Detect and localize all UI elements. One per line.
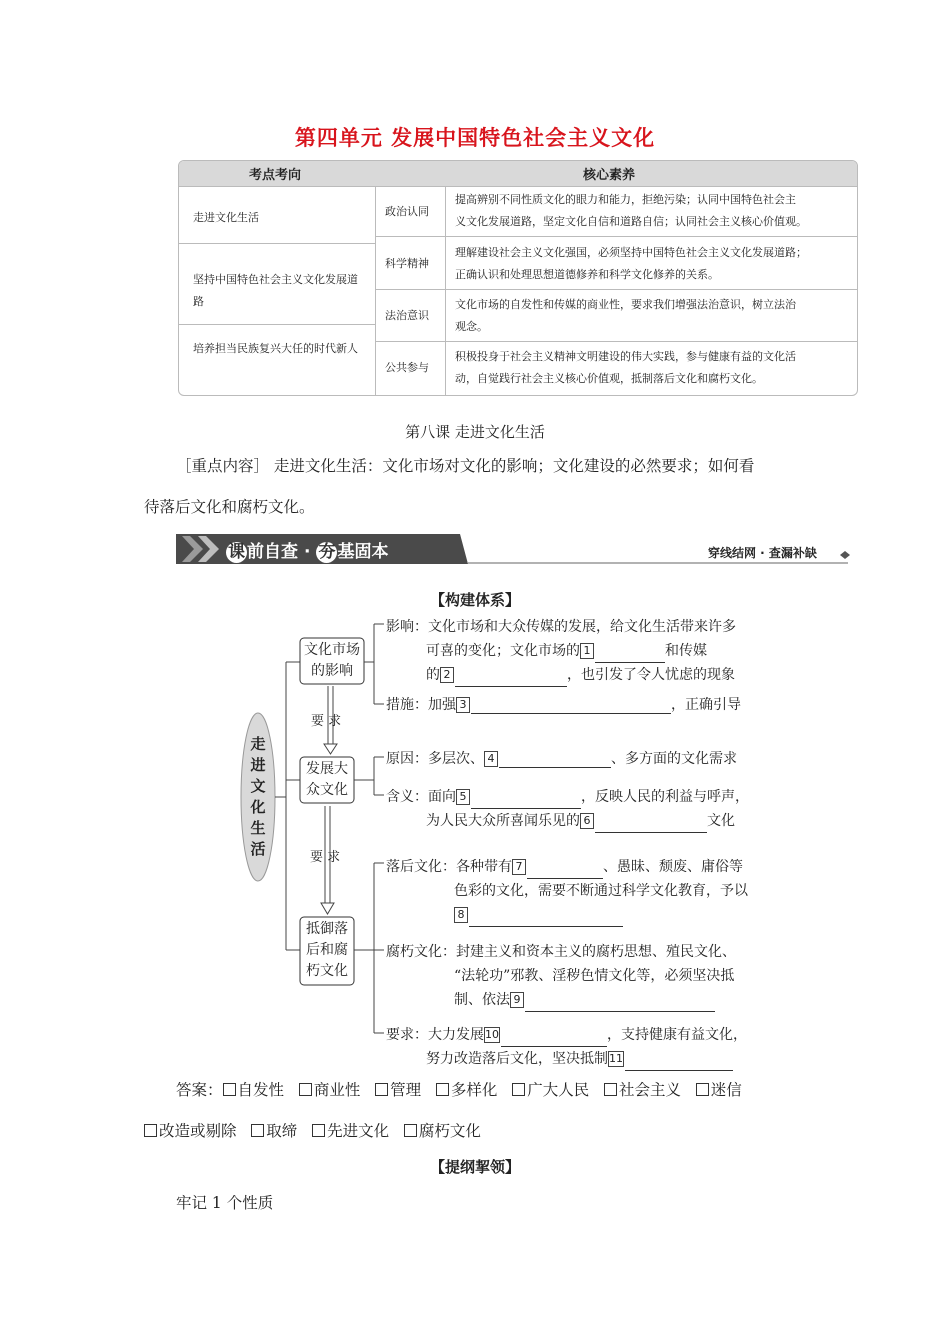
competency-3-name: 法治意识 bbox=[385, 309, 429, 322]
competency-1-line2: 义文化发展道路，坚定文化自信和道路自信；认同社会主义核心价值观。 bbox=[455, 215, 807, 228]
unit-title: 第四单元 发展中国特色社会主义文化 bbox=[294, 126, 656, 150]
branch-decadent: 腐朽文化：封建主义和资本主义的腐朽思想、殖民文化、 “法轮功”邪教、淫秽色情文化等，必须坚决抵 制、依法 9 bbox=[386, 940, 736, 1012]
competency-4-name: 公共参与 bbox=[385, 361, 429, 374]
banner-dot: · bbox=[304, 542, 311, 562]
branch-reason: 原因：多层次、 4 、多方面的文化需求 bbox=[386, 751, 737, 767]
key-content-line1: ［重点内容］ 走进文化生活：文化市场对文化的影响；文化建设的必然要求；如何看 bbox=[176, 457, 755, 475]
arrow-label-2: 要 求 bbox=[310, 850, 341, 865]
node-market: 文化市场 的影响 bbox=[304, 642, 360, 679]
branch-influence: 影响：文化市场和大众传媒的发展，给文化生活带来许多 可喜的变化；文化市场的 1 和传媒 的 2 ，也引发了令人忧虑的现象 bbox=[386, 615, 736, 687]
node-resist: 抵御落 后和腐 朽文化 bbox=[306, 921, 348, 979]
arrow-label-1: 要 求 bbox=[311, 714, 342, 729]
header-competencies: 核心素养 bbox=[583, 168, 636, 183]
topic-2: 坚持中国特色社会主义文化发展道路 bbox=[193, 273, 358, 308]
key-content-line2: 待落后文化和腐朽文化。 bbox=[144, 498, 315, 516]
remember-line: 牢记 1 个性质 bbox=[176, 1194, 274, 1212]
banner-char-1: 课 bbox=[228, 542, 245, 562]
branch-meaning: 含义：面向 5 ，反映人民的利益与呼声， 为人民大众所喜闻乐见的 6 文化 bbox=[386, 785, 749, 833]
answers-line2: 改造或剔除 取缔 先进文化 腐朽文化 bbox=[144, 1119, 481, 1141]
construct-title: 【构建体系】 bbox=[429, 591, 520, 609]
topic-1: 走进文化生活 bbox=[193, 211, 259, 224]
competency-2-line1: 理解建设社会主义文化强国，必须坚持中国特色社会主义文化发展道路； bbox=[455, 246, 807, 259]
banner-right-text: 穿线结网 · 查漏补缺 bbox=[708, 546, 817, 560]
competency-3-line2: 观念。 bbox=[455, 320, 488, 333]
banner-text-2: 基固本 bbox=[337, 542, 389, 562]
node-mass-culture: 发展大 众文化 bbox=[306, 761, 348, 798]
lesson-title: 第八课 走进文化生活 bbox=[405, 423, 545, 441]
competency-4-line2: 动，自觉践行社会主义核心价值观，抵制落后文化和腐朽文化。 bbox=[455, 372, 763, 385]
outline-title: 【提纲挈领】 bbox=[429, 1158, 520, 1176]
competency-3-line1: 文化市场的自发性和传媒的商业性，要求我们增强法治意识，树立法治 bbox=[455, 298, 796, 311]
header-topics: 考点考向 bbox=[249, 168, 302, 183]
topic-3: 培养担当民族复兴大任的时代新人 bbox=[193, 342, 358, 355]
branch-backward: 落后文化：各种带有 7 、愚昧、颓废、庸俗等 色彩的文化，需要不断通过科学文化教育，予以 8 bbox=[386, 855, 748, 927]
competency-1-name: 政治认同 bbox=[385, 205, 429, 218]
branch-requirement: 要求：大力发展10 ，支持健康有益文化， 努力改造落后文化，坚决抵制11 bbox=[386, 1023, 747, 1071]
diagram-root: 走进文化生活 bbox=[250, 735, 266, 858]
competency-2-name: 科学精神 bbox=[385, 257, 429, 270]
banner-text-1: 前自查 bbox=[247, 542, 298, 562]
competency-1-line1: 提高辨别不同性质文化的眼力和能力，拒绝污染；认同中国特色社会主 bbox=[455, 193, 796, 206]
competency-2-line2: 正确认识和处理思想道德修养和科学文化修养的关系。 bbox=[455, 268, 719, 281]
competency-4-line1: 积极投身于社会主义精神文明建设的伟大实践，参与健康有益的文化活 bbox=[455, 350, 796, 363]
branch-measures: 措施：加强 3 ，正确引导 bbox=[386, 697, 741, 713]
banner-char-2: 夯 bbox=[318, 542, 336, 562]
answers-line1: 答案： 自发性 商业性 管理 多样化 广大人民 社会主义 迷信 bbox=[176, 1081, 742, 1099]
